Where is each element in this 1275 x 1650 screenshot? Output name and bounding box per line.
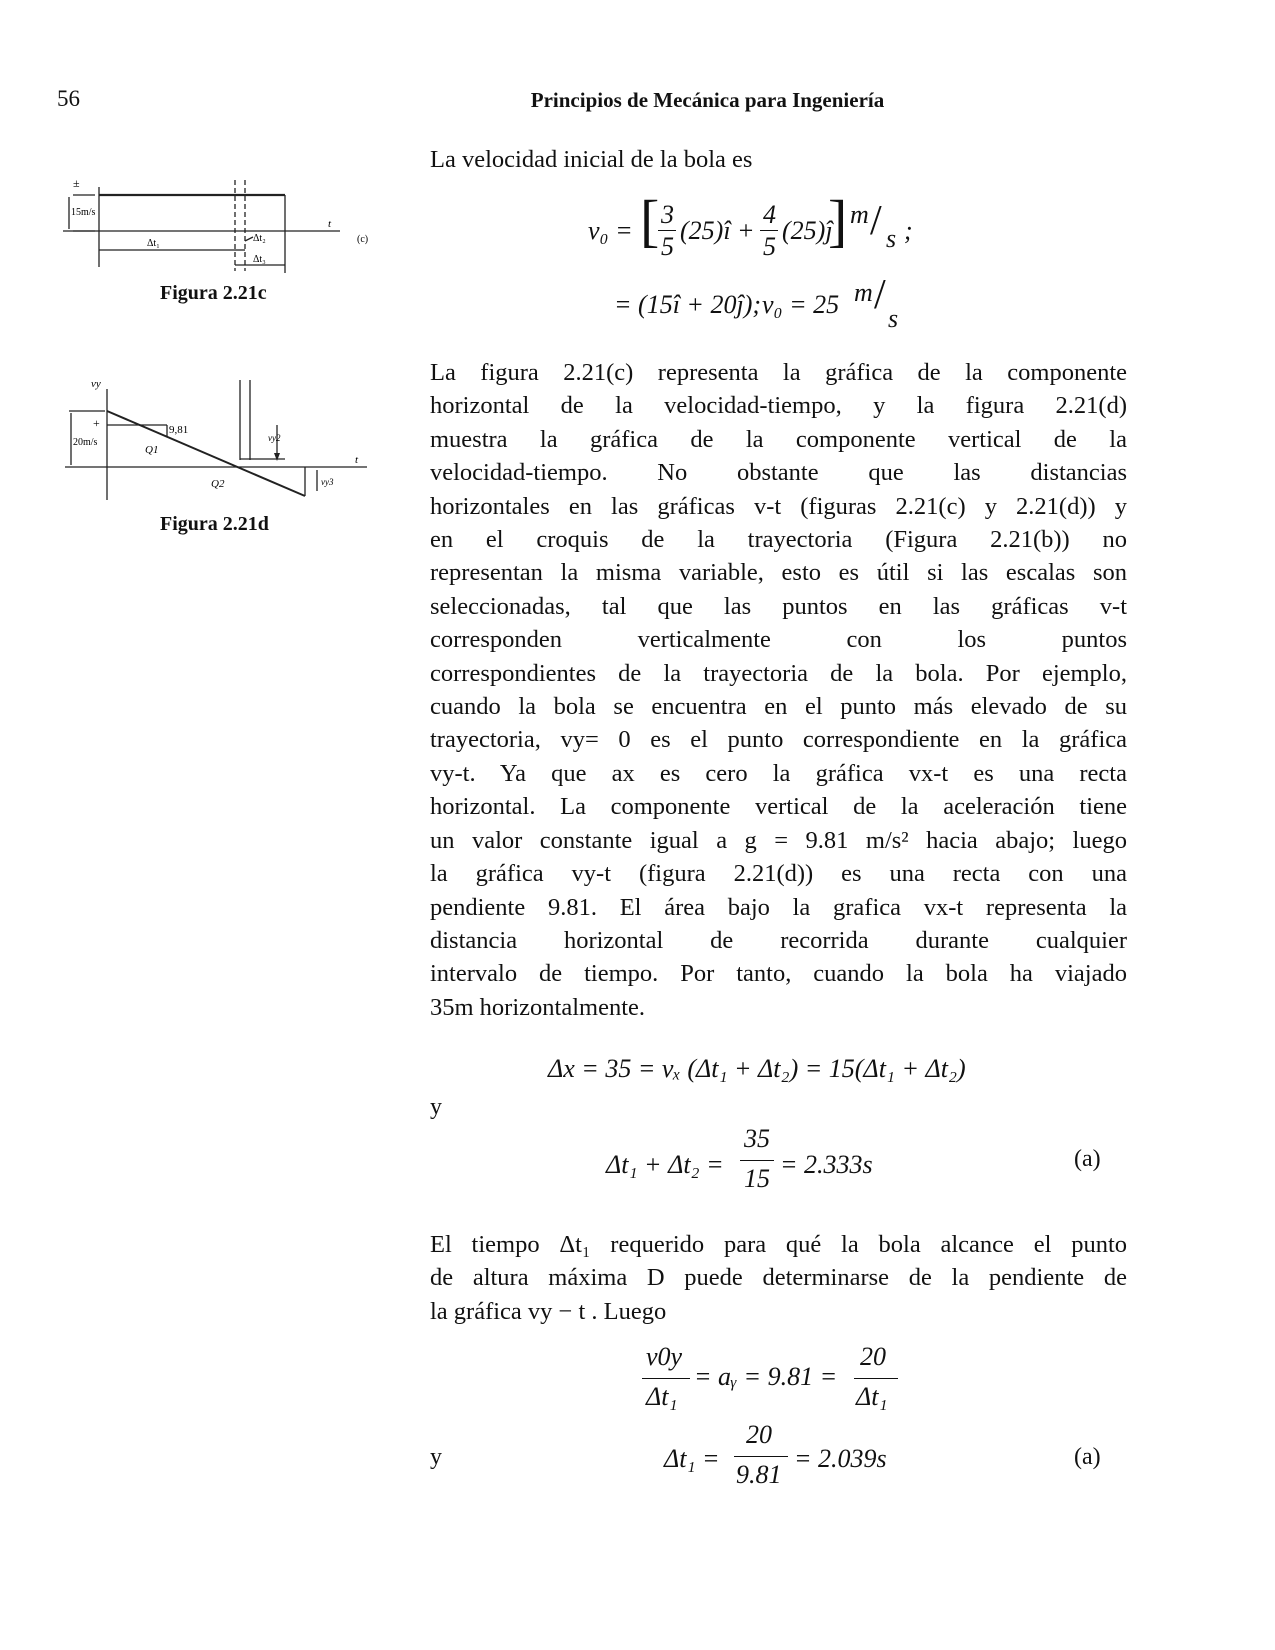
equation-v0: v₀ = [ 3 5 (25)î + 4 5 (25)ĵ ] m / s ;	[588, 188, 913, 261]
paragraph-1-line: trayectoria, vy= 0 es el punto correspondiente en la gráfica	[430, 726, 1127, 754]
fig-d-vy2-label: vy2	[268, 433, 281, 443]
paragraph-1-line: horizontal. La componente vertical de la aceleración tiene	[430, 793, 1127, 821]
caption-fig-d: Figura 2.21d	[160, 513, 269, 535]
fig-d-t-label: t	[355, 454, 359, 466]
paragraph-1-line: muestra la gráfica de la componente vertical de la	[430, 425, 1127, 453]
fig-d-vy3-label: vy3	[321, 477, 334, 487]
paragraph-1-line: vy-t. Ya que ax es cero la gráfica vx-t es una recta	[430, 759, 1127, 787]
paragraph-1-line: intervalo de tiempo. Por tanto, cuando la bola ha viajado	[430, 960, 1127, 988]
v0-frac2-den: 5	[763, 232, 776, 261]
dt1-rhs: = 2.039s	[794, 1444, 887, 1473]
figure-2-21d	[55, 375, 395, 510]
paragraph-2-line: de altura máxima D puede determinarse de la pendiente de	[430, 1264, 1127, 1292]
paragraph-1-line: en el croquis de la trayectoria (Figura 2.21(b)) no	[430, 526, 1127, 554]
dt1-den: 9.81	[736, 1460, 782, 1489]
paragraph-1-line: pendiente 9.81. El área bajo la grafica vx-t representa la	[430, 893, 1127, 921]
fig-c-dt3-label: Δt₃	[253, 254, 266, 265]
paragraph-1-line: la gráfica vy-t (figura 2.21(d)) es una recta con una	[430, 860, 1127, 888]
fig-d-v0-label: 20m/s	[73, 437, 98, 448]
caption-fig-c: Figura 2.21c	[160, 282, 267, 304]
equation-v0-line2: = (15î + 20ĵ); v₀ = 25 m / s	[614, 272, 899, 333]
fig-d-q1-label: Q1	[145, 444, 159, 456]
fig-d-plus-label: +	[93, 416, 100, 430]
running-head-text: Principios de Mecánica para Ingeniería	[530, 88, 885, 112]
paragraph-1-line: seleccionadas, tal que las puntos en las gráficas v-t	[430, 592, 1127, 620]
intro-text: La velocidad inicial de la bola es	[430, 146, 753, 173]
paragraph-2-line: la gráfica vy − t . Luego	[430, 1297, 667, 1325]
running-head	[0, 88, 1275, 113]
bracket-left: [	[640, 188, 660, 253]
ay-den: Δt₁	[646, 1382, 678, 1411]
paragraph-1-line: horizontal de la velocidad-tiempo, y la figura 2.21(d)	[430, 392, 1127, 420]
fig-c-tag-label: (c)	[357, 234, 369, 245]
connector-y-1: y	[430, 1094, 442, 1120]
v0-frac2-num: 4	[763, 200, 776, 229]
sum-rhs: = 2.333s	[780, 1150, 873, 1179]
figure-2-21c	[55, 175, 395, 285]
fig-c-dt1-label: Δt₁	[147, 238, 160, 249]
v0-line2: = (15î + 20ĵ);	[614, 290, 762, 319]
bracket-right: ]	[828, 188, 848, 253]
equation-label-a-2: (a)	[1074, 1444, 1101, 1470]
paragraph-1-line: 35m horizontalmente.	[430, 993, 645, 1021]
page-number: 56	[57, 86, 80, 111]
equation-sum	[606, 1124, 906, 1204]
paragraph-1-line: un valor constante igual a g = 9.81 m/s² hacia abajo; luego	[430, 826, 1127, 854]
v0-mag-units-num: m	[854, 278, 873, 307]
v0-lhs: v₀ =	[588, 216, 633, 245]
ay-den2: Δt₁	[856, 1382, 888, 1411]
paragraph-1-line: corresponden verticalmente con los puntos	[430, 626, 1127, 654]
fig-d-q2-label: Q2	[211, 478, 225, 490]
ay-mid: = aᵧ = 9.81 =	[694, 1362, 838, 1391]
dt1-num: 20	[746, 1420, 772, 1449]
paragraph-1	[430, 356, 1127, 1024]
v0-frac1-den: 5	[661, 232, 674, 261]
v0-term1: (25)î +	[680, 216, 755, 245]
connector-y-2: y	[430, 1444, 442, 1470]
sum-num: 35	[744, 1124, 770, 1153]
v0-mag-units-den: s	[888, 304, 899, 333]
fig-c-t-label: t	[328, 218, 332, 230]
paragraph-1-line: La figura 2.21(c) representa la gráfica de la componente	[430, 359, 1127, 386]
fig-c-dt2-label: Δt₂	[253, 233, 266, 244]
paragraph-2	[430, 1228, 1127, 1328]
paragraph-1-line: horizontales en las gráficas v-t (figuras 2.21(c) y 2.21(d)) y	[430, 492, 1127, 520]
paragraph-2-line: El tiempo Δt₁ requerido para qué la bola alcance el punto	[430, 1231, 1127, 1258]
equation-label-a-1: (a)	[1074, 1146, 1101, 1172]
v0-units-num: m	[850, 200, 869, 229]
paragraph-1-line: distancia horizontal de recorrida durante cualquier	[430, 926, 1127, 954]
sum-den: 15	[744, 1164, 770, 1193]
v0-term2: (25)ĵ	[782, 216, 833, 245]
v0-mag: v₀ = 25	[762, 290, 840, 319]
paragraph-1-line: representan la misma variable, esto es útil si las escalas son	[430, 559, 1127, 587]
paragraph-1-line: cuando la bola se encuentra en el punto más elevado de su	[430, 693, 1127, 721]
fig-c-velocity-label: 15m/s	[71, 207, 96, 218]
fig-d-slope-label: 9,81	[169, 424, 189, 436]
v0-semicolon: ;	[904, 216, 913, 245]
dt1-lhs: Δt₁ =	[664, 1444, 720, 1473]
fig-d-vy-label: vy	[91, 378, 101, 390]
v0-units-den: s	[886, 224, 897, 253]
equation-dx: Δx = 35 = vₓ (Δt₁ + Δt₂) = 15(Δt₁ + Δt₂)	[548, 1054, 966, 1083]
v0-frac1-num: 3	[661, 200, 674, 229]
paragraph-1-line: velocidad-tiempo. No obstante que las distancias	[430, 459, 1127, 487]
paragraph-1-line: correspondientes de la trayectoria de la bola. Por ejemplo,	[430, 659, 1127, 687]
equation-ay	[646, 1342, 906, 1422]
fig-c-plus-label: ±	[73, 176, 80, 190]
ay-num2: 20	[860, 1342, 886, 1371]
ay-num: v0y	[646, 1342, 683, 1371]
equation-dt1	[664, 1420, 924, 1500]
sum-lhs: Δt₁ + Δt₂ =	[606, 1150, 724, 1179]
